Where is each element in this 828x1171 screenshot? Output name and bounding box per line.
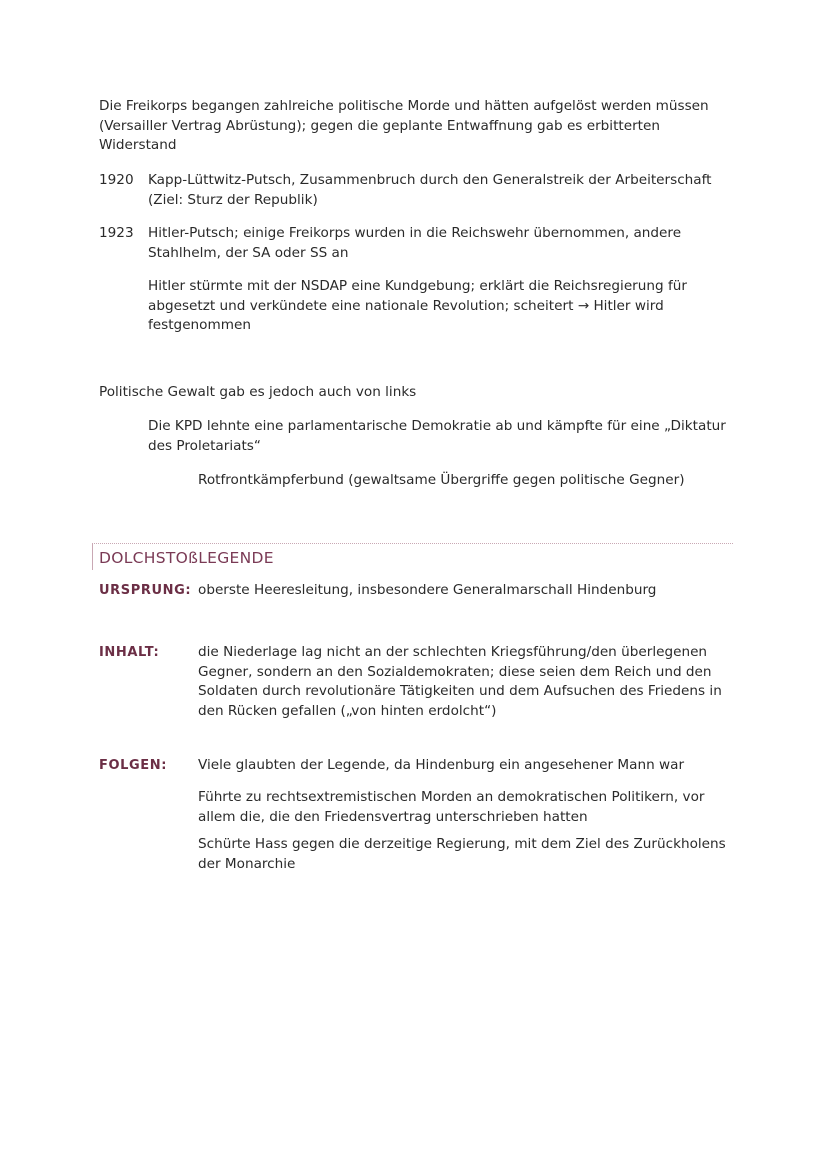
section-heading bbox=[92, 543, 733, 570]
freikorps-intro: Die Freikorps begangen zahlreiche politische Morde und hätten aufgelöst werden müssen (Versailler Vertrag Abrüstung); gegen die geplante Entwaffnung gab es erbitterten Widerstand bbox=[99, 98, 709, 153]
section-title: DOLCHSTOßLEGENDE bbox=[99, 549, 274, 567]
folgen-label: FOLGEN: bbox=[99, 758, 168, 773]
inhalt-text: die Niederlage lag nicht an der schlechten Kriegsführung/den überlegenen Gegner, sondern an den Sozialdemokraten; diese seien dem Reich und den Soldaten durch revolutionäre Tätigkeiten und dem Aufsuchen des Friedens in den Rücken gefallen („von hinten erdolcht“) bbox=[198, 644, 722, 719]
rfb-text: Rotfrontkämpferbund (gewaltsame Übergriffe gegen politische Gegner) bbox=[198, 472, 685, 488]
inhalt-label: INHALT: bbox=[99, 645, 160, 660]
ursprung-text: oberste Heeresleitung, insbesondere Generalmarschall Hindenburg bbox=[198, 582, 657, 598]
folgen-item-2: Führte zu rechtsextremistischen Morden an demokratischen Politikern, vor allem die, die den Friedensvertrag unterschrieben hatten bbox=[198, 789, 705, 825]
event-text-1923: Hitler-Putsch; einige Freikorps wurden in die Reichswehr übernommen, andere Stahlhelm, der SA oder SS an bbox=[148, 225, 682, 261]
event-detail-1923: Hitler stürmte mit der NSDAP eine Kundgebung; erklärt die Reichsregierung für abgesetzt und verkündete eine nationale Revolution; scheitert → Hitler wird festgenommen bbox=[148, 278, 687, 333]
ursprung-label: URSPRUNG: bbox=[99, 583, 192, 598]
event-year-1920: 1920 bbox=[99, 172, 134, 188]
event-year-1923: 1923 bbox=[99, 225, 134, 241]
kpd-text: Die KPD lehnte eine parlamentarische Demokratie ab und kämpfte für eine „Diktatur des Proletariats“ bbox=[148, 418, 726, 454]
folgen-item-3: Schürte Hass gegen die derzeitige Regierung, mit dem Ziel des Zurückholens der Monarchie bbox=[198, 836, 726, 872]
left-violence-heading: Politische Gewalt gab es jedoch auch von links bbox=[99, 384, 417, 400]
event-text-1920: Kapp-Lüttwitz-Putsch, Zusammenbruch durch den Generalstreik der Arbeiterschaft (Ziel: Sturz der Republik) bbox=[148, 172, 712, 208]
folgen-item-1: Viele glaubten der Legende, da Hindenburg ein angesehener Mann war bbox=[198, 757, 685, 773]
